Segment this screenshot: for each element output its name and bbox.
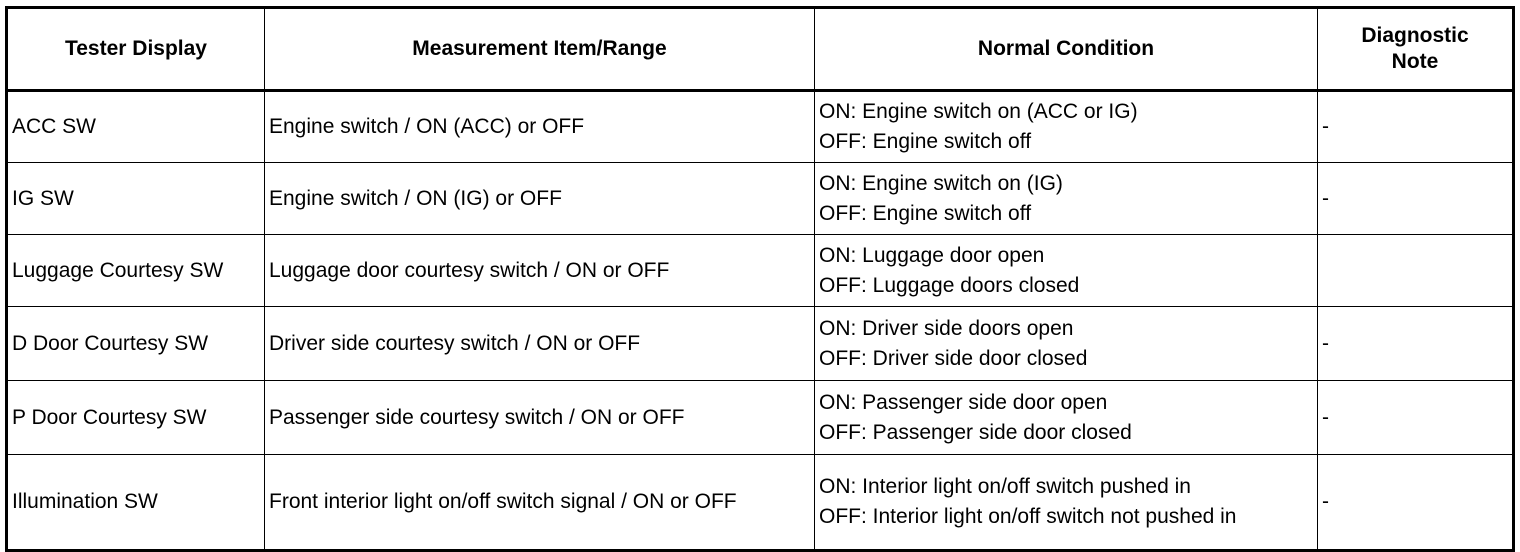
cell-normal-condition — [815, 163, 1318, 235]
header-diagnostic-note — [1318, 8, 1514, 91]
table-row — [7, 91, 1514, 163]
table-row — [7, 163, 1514, 235]
condition-off: OFF: Luggage doors closed — [819, 273, 1080, 297]
cell-tester-display: Luggage Courtesy SW — [7, 235, 265, 307]
cell-tester-display: ACC SW — [7, 91, 265, 163]
cell-normal-condition — [815, 235, 1318, 307]
header-measurement-item: Measurement Item/Range — [265, 8, 815, 91]
condition-on: ON: Luggage door open — [819, 243, 1045, 267]
header-diagnostic-note-line2: Note — [1391, 50, 1439, 73]
cell-normal-condition — [815, 455, 1318, 551]
condition-on: ON: Engine switch on (ACC or IG) — [819, 100, 1138, 123]
cell-measurement: Engine switch / ON (IG) or OFF — [265, 163, 815, 235]
cell-diagnostic-note: - — [1318, 307, 1514, 381]
cell-diagnostic-note: - — [1318, 381, 1514, 455]
cell-diagnostic-note: - — [1318, 91, 1514, 163]
condition-off: OFF: Driver side door closed — [819, 346, 1088, 370]
cell-diagnostic-note — [1318, 235, 1514, 307]
condition-off: OFF: Engine switch off — [819, 130, 1032, 153]
header-tester-display: Tester Display — [7, 8, 265, 91]
table-header-row — [7, 8, 1514, 91]
cell-tester-display: Illumination SW — [7, 455, 265, 551]
cell-tester-display: D Door Courtesy SW — [7, 307, 265, 381]
cell-measurement: Engine switch / ON (ACC) or OFF — [265, 91, 815, 163]
condition-on: ON: Engine switch on (IG) — [819, 171, 1063, 195]
condition-off: OFF: Engine switch off — [819, 201, 1032, 225]
table-row — [7, 455, 1514, 551]
cell-tester-display: IG SW — [7, 163, 265, 235]
condition-on: ON: Driver side doors open — [819, 316, 1074, 340]
cell-normal-condition — [815, 381, 1318, 455]
cell-diagnostic-note: - — [1318, 163, 1514, 235]
cell-measurement: Passenger side courtesy switch / ON or OFF — [265, 381, 815, 455]
cell-measurement: Front interior light on/off switch signal / ON or OFF — [265, 455, 815, 551]
cell-normal-condition — [815, 91, 1318, 163]
cell-measurement: Driver side courtesy switch / ON or OFF — [265, 307, 815, 381]
cell-normal-condition — [815, 307, 1318, 381]
data-list-table — [5, 6, 1515, 552]
table-row — [7, 307, 1514, 381]
header-diagnostic-note-line1: Diagnostic — [1361, 24, 1469, 47]
condition-on: ON: Interior light on/off switch pushed in — [819, 475, 1191, 498]
cell-diagnostic-note: - — [1318, 455, 1514, 551]
table-row — [7, 381, 1514, 455]
cell-measurement: Luggage door courtesy switch / ON or OFF — [265, 235, 815, 307]
data-list-table-container — [5, 6, 1515, 552]
condition-off: OFF: Passenger side door closed — [819, 420, 1132, 444]
header-normal-condition: Normal Condition — [815, 8, 1318, 91]
cell-tester-display: P Door Courtesy SW — [7, 381, 265, 455]
table-row — [7, 235, 1514, 307]
condition-on: ON: Passenger side door open — [819, 390, 1108, 414]
condition-off: OFF: Interior light on/off switch not pushed in — [819, 505, 1237, 528]
